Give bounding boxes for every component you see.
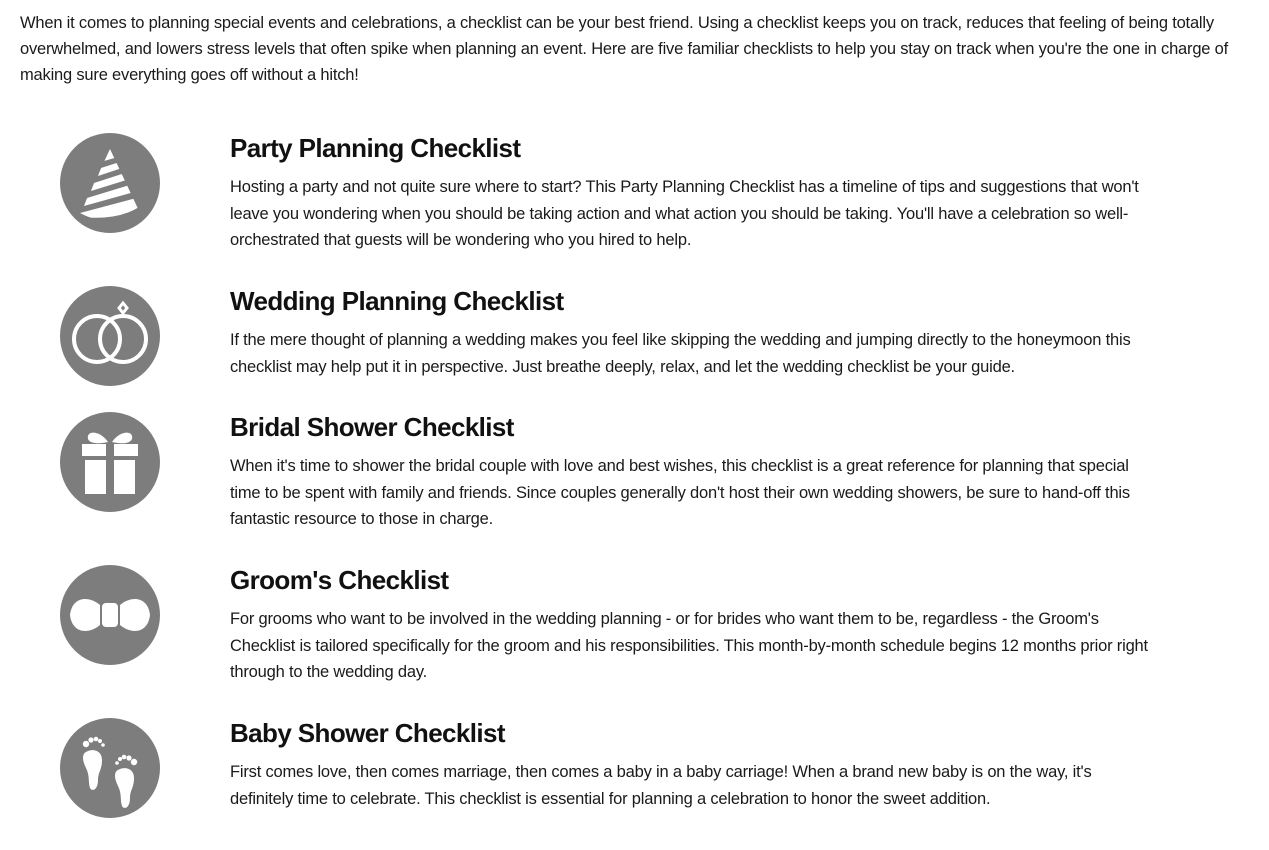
party-hat-icon[interactable] [60, 133, 160, 233]
checklist-title[interactable]: Groom's Checklist [230, 565, 449, 595]
checklist-description: For grooms who want to be involved in the wedding planning - or for brides who want them to be, regardless - the Groom's Checklist is tailored specifically for the groom and his responsibilities. This month-by-month schedule begins 12 months prior right through to the wedding day. [230, 610, 1148, 681]
checklist-description: First comes love, then comes marriage, then comes a baby in a baby carriage! When a brand new baby is on the way, it's definitely time to celebrate. This checklist is essential for planning a celebration to honor the sweet addition. [230, 763, 1092, 808]
checklist-title[interactable]: Baby Shower Checklist [230, 718, 505, 748]
checklist-title[interactable]: Wedding Planning Checklist [230, 286, 564, 316]
checklist-description: Hosting a party and not quite sure where to start? This Party Planning Checklist has a timeline of tips and suggestions that won't leave you wondering when you should be taking action and what action you should be taking. You'll have a celebration so well-orchestrated that guests will be wondering who you hired to help. [230, 178, 1139, 249]
checklist-description: When it's time to shower the bridal couple with love and best wishes, this checklist is a great reference for planning that special time to be spent with family and friends. Since couples generally don't host their own wedding showers, be sure to hand-off this fantastic resource to those in charge. [230, 457, 1130, 528]
checklist-title[interactable]: Party Planning Checklist [230, 133, 521, 163]
bow-tie-icon[interactable] [60, 565, 160, 665]
checklist-title[interactable]: Bridal Shower Checklist [230, 412, 514, 442]
intro-paragraph: When it comes to planning special events and celebrations, a checklist can be your best friend. Using a checklist keeps you on track, reduces that feeling of being totally overwhelmed, and lowers stress levels that often spike when planning an event. Here are five familiar checklists to help you stay on track when you're the one in charge of making sure everything goes off without a hitch! [20, 14, 1229, 84]
baby-footprints-icon[interactable] [60, 718, 160, 818]
gift-box-icon[interactable] [60, 412, 160, 512]
wedding-rings-icon[interactable] [60, 286, 160, 386]
checklist-description: If the mere thought of planning a wedding makes you feel like skipping the wedding and jumping directly to the honeymoon this checklist may help put it in perspective. Just breathe deeply, relax, and let the wedding checklist be your guide. [230, 331, 1131, 376]
